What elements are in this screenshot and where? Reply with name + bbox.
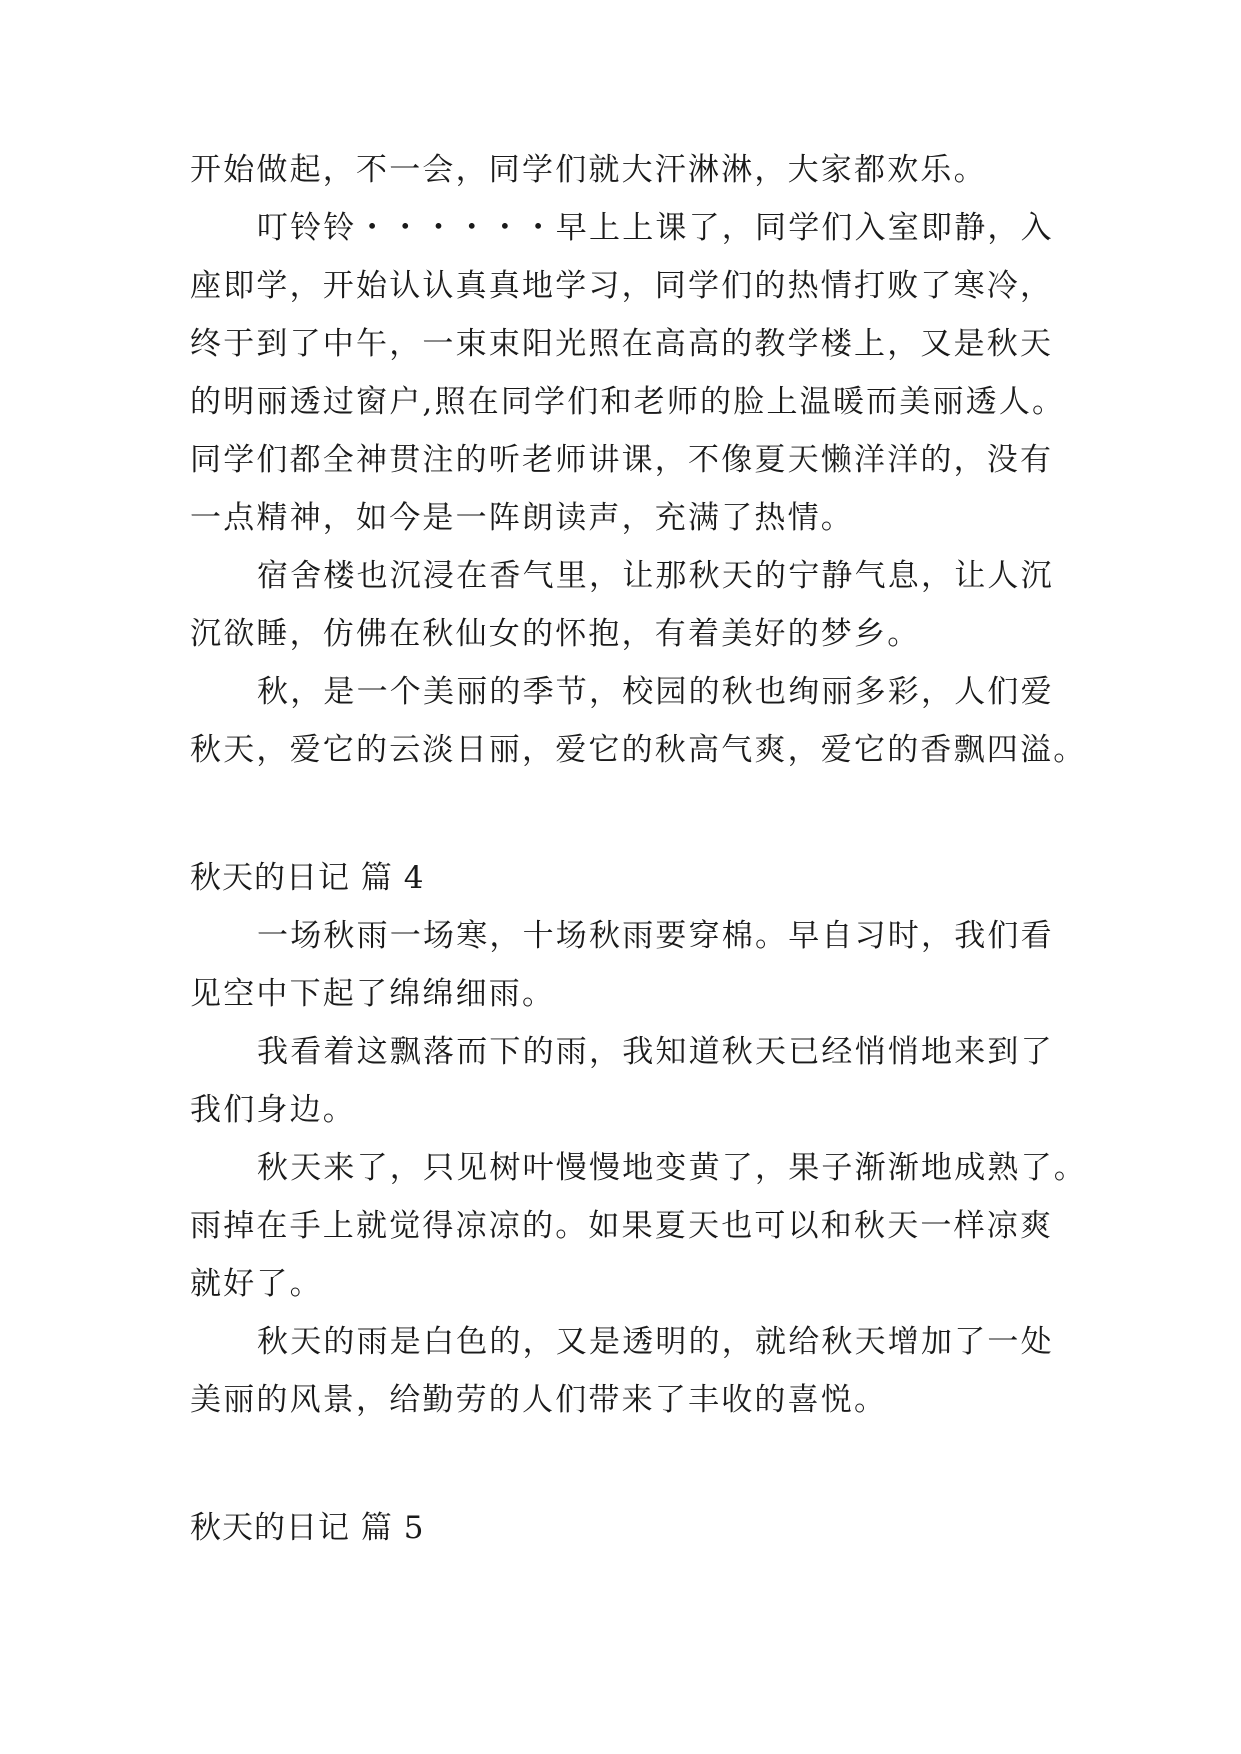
paragraph-line: 叮铃铃・・・・・・早上上课了，同学们入室即静，入 (257, 210, 1054, 246)
section-heading: 秋天的日记 篇 5 (190, 1510, 425, 1546)
section-heading: 秋天的日记 篇 4 (190, 860, 425, 896)
paragraph-line: 我们身边。 (190, 1092, 356, 1128)
paragraph-line: 美丽的风景，给勤劳的人们带来了丰收的喜悦。 (190, 1382, 888, 1418)
paragraph-line: 开始做起，不一会，同学们就大汗淋淋，大家都欢乐。 (190, 152, 987, 188)
paragraph-line: 秋天来了，只见树叶慢慢地变黄了，果子渐渐地成熟了。 (257, 1150, 1087, 1186)
paragraph-line: 的明丽透过窗户,照在同学们和老师的脸上温暖而美丽透人。 (190, 384, 1066, 420)
paragraph-line: 沉欲睡，仿佛在秋仙女的怀抱，有着美好的梦乡。 (190, 616, 921, 652)
paragraph-line: 终于到了中午，一束束阳光照在高高的教学楼上，又是秋天 (190, 326, 1054, 362)
paragraph-line: 就好了。 (190, 1266, 323, 1302)
paragraph-line: 秋天，爱它的云淡日丽，爱它的秋高气爽，爱它的香飘四溢。 (190, 732, 1087, 768)
paragraph-line: 见空中下起了绵绵细雨。 (190, 976, 556, 1012)
paragraph-line: 雨掉在手上就觉得凉凉的。如果夏天也可以和秋天一样凉爽 (190, 1208, 1054, 1244)
paragraph-line: 一点精神，如今是一阵朗读声，充满了热情。 (190, 500, 854, 536)
paragraph-line: 一场秋雨一场寒，十场秋雨要穿棉。早自习时，我们看 (257, 918, 1054, 954)
paragraph-line: 秋天的雨是白色的，又是透明的，就给秋天增加了一处 (257, 1324, 1054, 1360)
paragraph-line: 宿舍楼也沉浸在香气里，让那秋天的宁静气息，让人沉 (257, 558, 1054, 594)
paragraph-line: 同学们都全神贯注的听老师讲课，不像夏天懒洋洋的，没有 (190, 442, 1054, 478)
paragraph-line: 我看着这飘落而下的雨，我知道秋天已经悄悄地来到了 (257, 1034, 1054, 1070)
paragraph-line: 座即学，开始认认真真地学习，同学们的热情打败了寒冷， (190, 268, 1054, 304)
paragraph-line: 秋，是一个美丽的季节，校园的秋也绚丽多彩，人们爱 (257, 674, 1054, 710)
